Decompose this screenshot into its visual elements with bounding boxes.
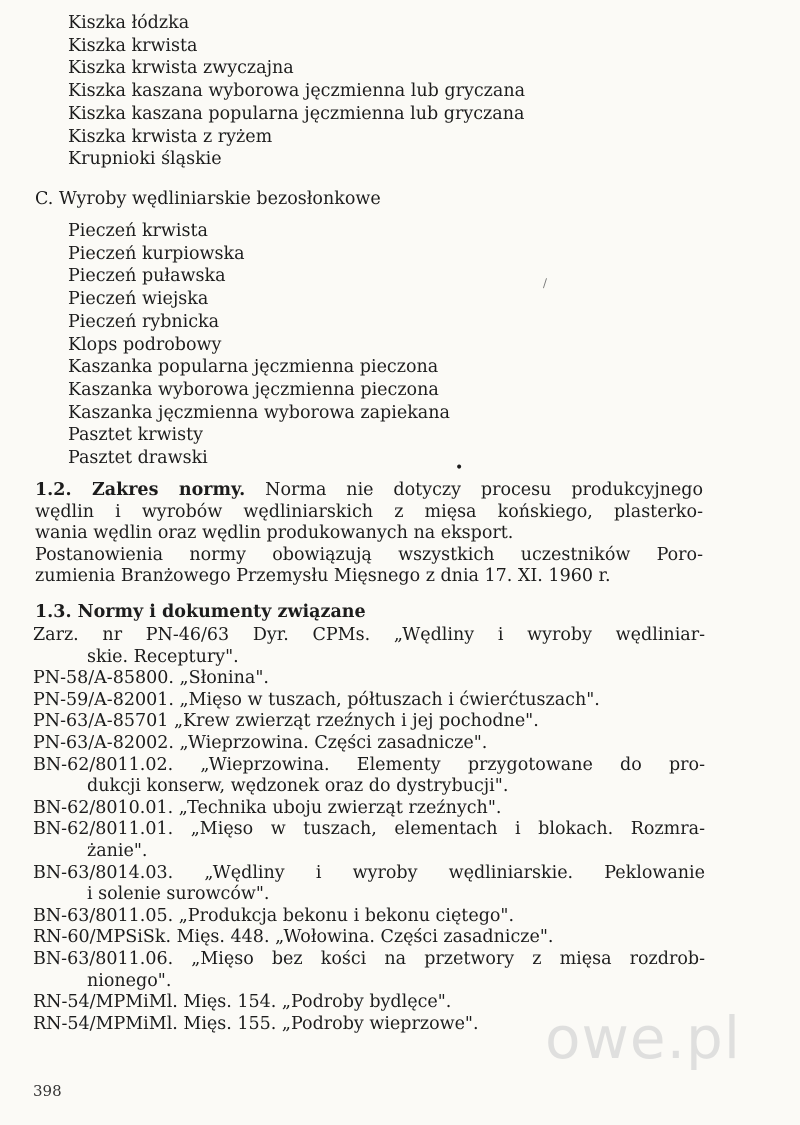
list-item: Kiszka krwista z ryżem — [68, 126, 273, 147]
reference-item: BN-63/8011.06. „Mięso bez kości na przetwory z mięsa rozdrob- nionego". — [33, 948, 705, 991]
section-1-2-heading: 1.2. Zakres normy. — [35, 480, 246, 500]
list-item: Pasztet krwisty — [68, 425, 204, 446]
sausage-list — [68, 12, 525, 171]
reference-item: BN-63/8014.03. „Wędliny i wyroby wędliniarskie. Peklowanie i solenie surowców". — [33, 862, 705, 905]
reference-item: BN-62/8011.01. „Mięso w tuszach, elementach i blokach. Rozmra- żanie". — [33, 819, 705, 861]
paragraph-line: Postanowienia normy obowiązują wszystkich uczestników Poro- — [35, 544, 703, 565]
list-item: Pieczeń krwista — [68, 221, 208, 241]
stray-dot-icon: • — [455, 460, 464, 476]
list-item: Kiszka kaszana wyborowa jęczmienna lub gryczana — [68, 81, 526, 102]
list-item: Kaszanka jęczmienna wyborowa zapiekana — [68, 402, 450, 423]
section-1-3-heading: 1.3. Normy i dokumenty związane — [35, 602, 366, 622]
reference-item: BN-62/8010.01. „Technika uboju zwierząt rzeźnych". — [33, 797, 502, 818]
references-list — [33, 625, 705, 1035]
page-number: 398 — [33, 1082, 62, 1100]
list-item: Pieczeń wiejska — [68, 289, 209, 310]
reference-item: RN-54/MPMiMl. Mięs. 155. „Podroby wieprzowe". — [33, 1013, 479, 1034]
list-item: Kiszka łódzka — [68, 13, 190, 33]
list-item: Kiszka krwista — [68, 35, 198, 56]
reference-item: PN-63/A-85701 „Krew zwierząt rzeźnych i jej pochodne". — [33, 711, 539, 732]
paragraph-line: wania wędlin oraz wędlin produkowanych na eksport. — [35, 523, 514, 543]
list-item: Kiszka krwista zwyczajna — [68, 58, 294, 79]
list-item: Klops podrobowy — [68, 334, 222, 355]
section-c-heading: C. Wyroby wędliniarskie bezosłonkowe — [35, 189, 381, 209]
section-1-2 — [35, 480, 703, 588]
list-item: Pieczeń kurpiowska — [68, 243, 245, 264]
section-c-list — [68, 220, 450, 470]
list-item: Kiszka kaszana popularna jęczmienna lub gryczana — [68, 103, 525, 124]
reference-item: PN-58/A-85800. „Słonina". — [33, 668, 269, 689]
list-item: Pasztet drawski — [68, 448, 208, 469]
list-item: Kaszanka wyborowa jęczmienna pieczona — [68, 379, 439, 400]
reference-item: PN-59/A-82001. „Mięso w tuszach, półtuszach i ćwierćtuszach". — [33, 689, 600, 710]
paragraph-line: zumienia Branżowego Przemysłu Mięsnego z dnia 17. XI. 1960 r. — [35, 566, 611, 586]
list-item: Kaszanka popularna jęczmienna pieczona — [68, 357, 439, 378]
reference-item: PN-63/A-82002. „Wieprzowina. Części zasadnicze". — [33, 732, 488, 753]
paragraph-line: wędlin i wyrobów wędliniarskich z mięsa końskiego, plasterko- — [35, 501, 703, 522]
reference-item: BN-63/8011.05. „Produkcja bekonu i bekonu ciętego". — [33, 905, 515, 926]
list-item: Pieczeń puławska — [68, 266, 226, 287]
reference-item: BN-62/8011.02. „Wieprzowina. Elementy przygotowane do pro- dukcji konserw, wędzonek oraz do dystrybucji". — [33, 754, 705, 797]
reference-item: Zarz. nr PN-46/63 Dyr. CPMs. „Wędliny i wyroby wędliniar- skie. Receptury". — [33, 625, 705, 667]
stray-mark-icon: \ — [539, 276, 551, 290]
list-item: Pieczeń rybnicka — [68, 311, 220, 332]
reference-item: RN-60/MPSiSk. Mięs. 448. „Wołowina. Części zasadnicze". — [33, 927, 554, 948]
paragraph-line: 1.2. Zakres normy. Norma nie dotyczy procesu produkcyjnego — [35, 480, 703, 500]
reference-item: RN-54/MPMiMl. Mięs. 154. „Podroby bydlęce". — [33, 992, 452, 1013]
watermark: owe.pl — [545, 1004, 741, 1072]
list-item: Krupnioki śląskie — [68, 149, 222, 170]
